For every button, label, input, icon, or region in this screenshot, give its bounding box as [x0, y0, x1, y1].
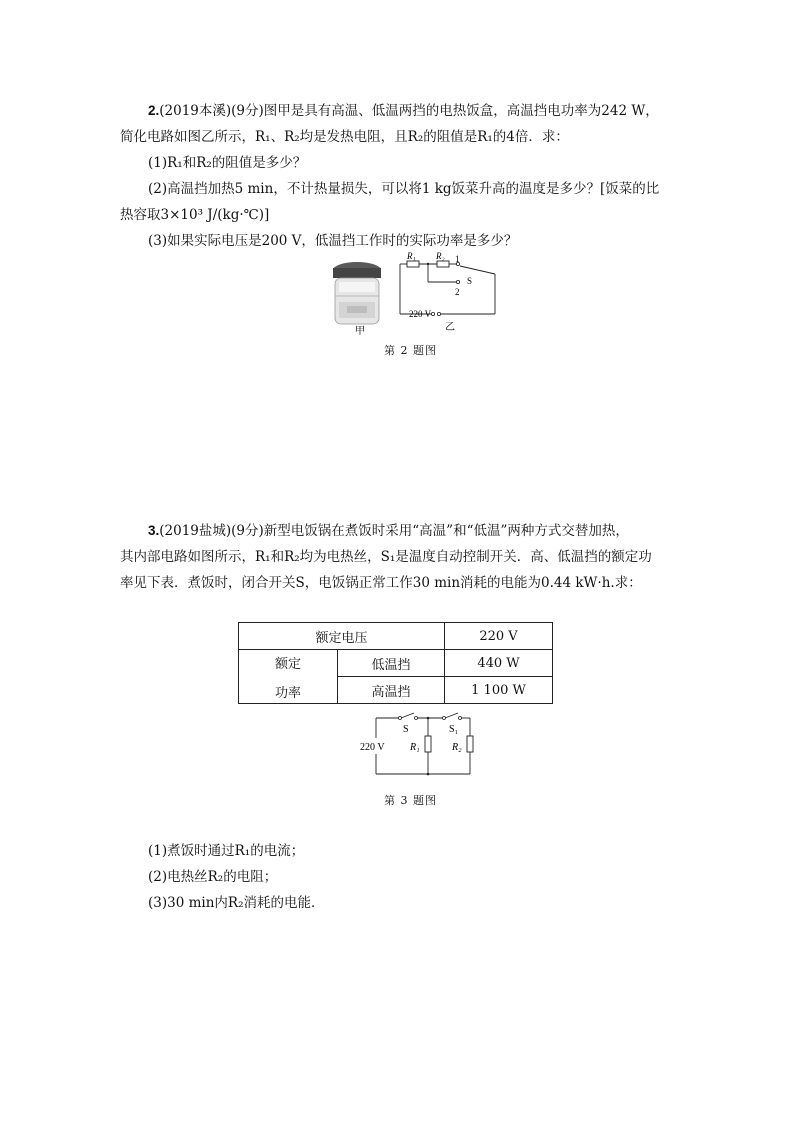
q2-contact-1: 1 — [455, 254, 460, 264]
q2-intro-text: (2019本溪)(9分)图甲是具有高温、低温两挡的电热饭盒，高温挡电功率为242 W， — [159, 103, 659, 119]
high-gear-value: 1 100 W — [445, 677, 553, 704]
lunch-box-image — [333, 262, 381, 324]
power-spec-table — [238, 622, 553, 704]
q3-label-r2: R₂ — [452, 742, 462, 753]
q2-label-r2: R₂ — [436, 251, 445, 261]
q3-figure — [358, 708, 488, 780]
rated-voltage-value: 220 V — [445, 623, 553, 650]
q3-source-label: 220 V — [360, 742, 385, 753]
q2-contact-2: 2 — [455, 287, 460, 297]
table-row — [239, 650, 553, 677]
table-row — [239, 623, 553, 650]
q2-sub2a: (2)高温挡加热5 min，不计热量损失，可以将1 kg饭菜升高的温度是多少？[饭菜的比 — [148, 181, 660, 197]
q3-sub3: (3)30 min内R₂消耗的电能． — [148, 895, 325, 911]
rated-voltage-label: 额定电压 — [239, 623, 445, 650]
q2-sub3: (3)如果实际电压是200 V，低温挡工作时的实际功率是多少？ — [148, 233, 518, 249]
q3-line3: 率见下表．煮饭时，闭合开关S，电饭锅正常工作30 min消耗的电能为0.44 kW·h.求： — [120, 575, 642, 591]
q2-source-label: 220 V — [409, 309, 432, 319]
label-yi: 乙 — [445, 322, 455, 333]
low-gear-value: 440 W — [445, 650, 553, 677]
q3-sub1: (1)煮饭时通过R₁的电流； — [148, 843, 305, 859]
q3-line1 — [148, 522, 629, 540]
q2-circuit — [400, 261, 495, 314]
q3-line2: 其内部电路如图所示，R₁和R₂均为电热丝，S₁是温度自动控制开关．高、低温挡的额定功 — [120, 549, 652, 565]
q2-sub2b: 热容取3×10³ J/(kg·℃)] — [120, 207, 270, 223]
high-gear-label: 高温挡 — [338, 677, 445, 704]
q3-figure-caption: 第 3 题图 — [384, 794, 437, 807]
q2-figure-caption: 第 2 题图 — [384, 344, 437, 357]
q3-switch-s1: S₁ — [449, 724, 459, 735]
q3-number: 3. — [148, 523, 160, 538]
q3-sub2: (2)电热丝R₂的电阻； — [148, 869, 278, 885]
q3-switch-s: S — [403, 724, 409, 735]
label-jia: 甲 — [355, 326, 365, 337]
rated-power-label — [239, 650, 338, 704]
q2-line2: 简化电路如图乙所示，R₁、R₂均是发热电阻，且R₂的阻值是R₁的4倍．求： — [120, 129, 569, 145]
q3-intro-text: (2019盐城)(9分)新型电饭锅在煮饭时采用“高温”和“低温”两种方式交替加热， — [159, 523, 629, 539]
q2-line1 — [148, 102, 659, 120]
q3-label-r1: R₁ — [410, 742, 420, 753]
rated-power-label-a: 额定 — [274, 656, 301, 672]
q2-sub1: (1)R₁和R₂的阻值是多少？ — [148, 155, 307, 171]
q2-label-r1: R₁ — [407, 251, 416, 261]
rated-power-label-b: 功率 — [274, 685, 301, 701]
q2-figure — [325, 250, 505, 340]
q2-switch-s: S — [467, 276, 473, 286]
q2-number: 2. — [148, 103, 160, 118]
low-gear-label: 低温挡 — [338, 650, 445, 677]
